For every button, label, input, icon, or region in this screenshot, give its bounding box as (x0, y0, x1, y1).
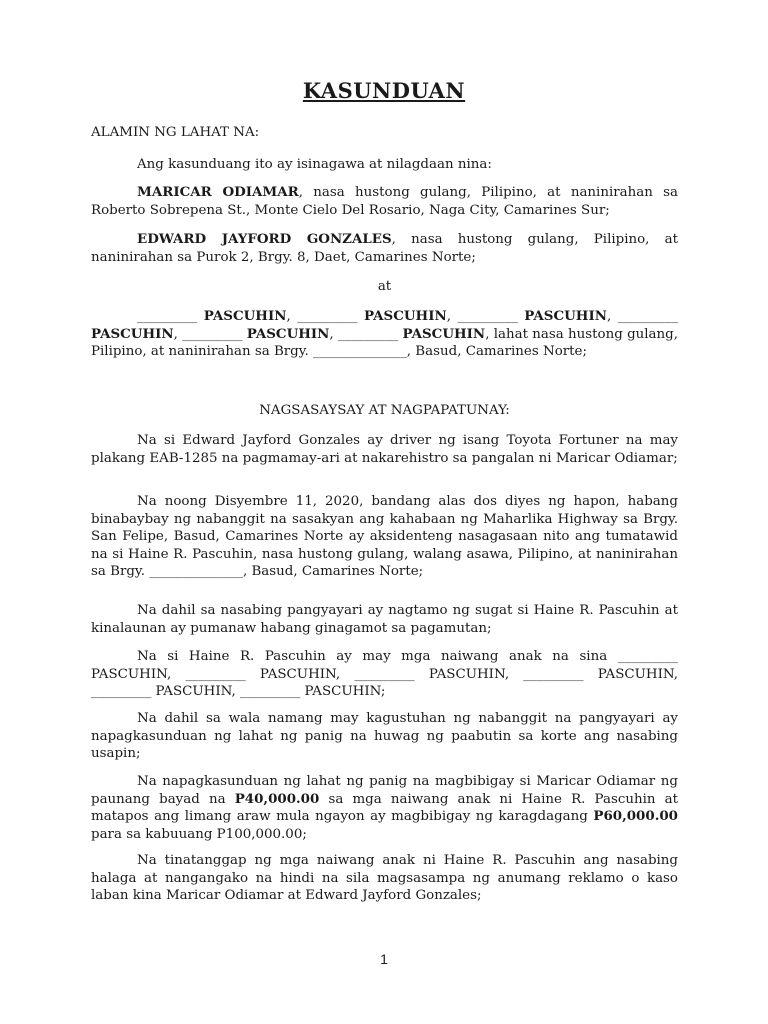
page-number: 1 (380, 951, 388, 967)
party3-blank: _________ (337, 326, 399, 342)
party3-surname: PASCUHIN (402, 325, 486, 342)
section-heading: NAGSASAYSAY AT NAGPAPATUNAY: (259, 403, 510, 418)
party3-surname: PASCUHIN (524, 308, 607, 324)
party3-blank: _________ (137, 309, 198, 324)
p6-text-b: sa mga naiwang anak ni Haine R. Pascuhin at matapos ang limang araw mula ngayon ay magbibigay ng karagdagang (91, 791, 678, 825)
initial-payment-amount: P40,000.00 (234, 790, 320, 807)
party1-name: MARICAR ODIAMAR (137, 184, 299, 200)
p6-text-a: Na napagkasunduan ng lahat ng panig na magbibigay si Maricar Odiamar ng paunang bayad na (91, 774, 678, 807)
document-title: KASUNDUAN (302, 78, 466, 103)
party1-paragraph (91, 184, 678, 219)
party2-details: , nasa hustong gulang, Pilipino, at naninirahan sa Purok 2, Brgy. 8, Daet, Camarines Norte; (91, 232, 678, 265)
statement-paragraph-4: Na si Haine R. Pascuhin ay may mga naiwang anak na sina _________ PASCUHIN, _________ PASCUHIN, _________ PASCUHIN, _________ PASCUHIN, _________ PASCUHIN, _________ PASCUHIN; (91, 649, 678, 700)
conjunction: at (377, 279, 392, 294)
party3-blank: _________ (182, 326, 243, 342)
statement-paragraph-5: Na dahil sa wala namang may kagustuhan ng nabanggit na pangyayari ay napagkasunduan ng lahat ng panig na huwag ng paabutin sa korte ang nasabing usapin; (91, 711, 678, 762)
party3-paragraph: _________ PASCUHIN, _________ PASCUHIN, _________ PASCUHIN, _________ PASCUHIN, _________ PASCUHIN, _________ PASCUHIN, lahat nasa hustong gulang, Pilipino, at naninirahan sa Brgy. ______________, Basud, Camarines Norte; (91, 308, 679, 360)
party2-paragraph (91, 231, 678, 266)
salutation: ALAMIN NG LAHAT NA: (91, 125, 260, 140)
party3-surname: PASCUHIN (364, 308, 447, 324)
party1-details: , nasa hustong gulang, Pilipino, at naninirahan sa Roberto Sobrepena St., Monte Cielo Del Rosario, Naga City, Camarines Sur; (91, 185, 678, 218)
additional-payment-amount: P60,000.00 (593, 808, 678, 825)
statement-paragraph-2: Na noong Disyembre 11, 2020, bandang alas dos diyes ng hapon, habang binabaybay ng nabanggit na sasakyan ang kahabaan ng Maharlika Highway sa Brgy. San Felipe, Basud, Camarines Norte ay aksidenteng nasagasaan nito ang tumatawid na si Haine R. Pascuhin, nasa hustong gulang, walang asawa, Pilipino, at naninirahan sa Brgy. ______________, Basud, Camarines Norte; (91, 494, 678, 580)
statement-paragraph-1: Na si Edward Jayford Gonzales ay driver ng isang Toyota Fortuner na may plakang EAB-1285 na pagmamay-ari at nakarehistro sa pangalan ni Maricar Odiamar; (91, 433, 678, 466)
party3-blank: _________ (617, 309, 679, 324)
party3-details: , lahat nasa hustong gulang, Pilipino, at naninirahan sa Brgy. ______________, Basud, Camarines Norte; (91, 326, 678, 360)
statement-paragraph-3: Na dahil sa nasabing pangyayari ay nagtamo ng sugat si Haine R. Pascuhin at kinalaunan ay pumanaw habang ginagamot sa pagamutan; (91, 603, 678, 636)
party3-surname: PASCUHIN (203, 308, 287, 324)
statement-paragraph-7: Na tinatanggap ng mga naiwang anak ni Haine R. Pascuhin ang nasabing halaga at nangangako na hindi na sila magsasampa ng anumang reklamo o kaso laban kina Maricar Odiamar at Edward Jayford Gonzales; (91, 853, 678, 904)
statement-paragraph-6 (91, 773, 678, 843)
party2-name: EDWARD JAYFORD GONZALES (137, 231, 392, 247)
party3-surname: PASCUHIN (91, 325, 174, 342)
p6-text-c: para sa kabuuang P100,000.00; (91, 826, 307, 842)
party3-blank: _________ (297, 309, 358, 324)
party3-blank: _________ (457, 309, 518, 324)
intro-paragraph: Ang kasunduang ito ay isinagawa at nilagdaan nina: (137, 157, 492, 172)
party3-surname: PASCUHIN (246, 325, 330, 342)
